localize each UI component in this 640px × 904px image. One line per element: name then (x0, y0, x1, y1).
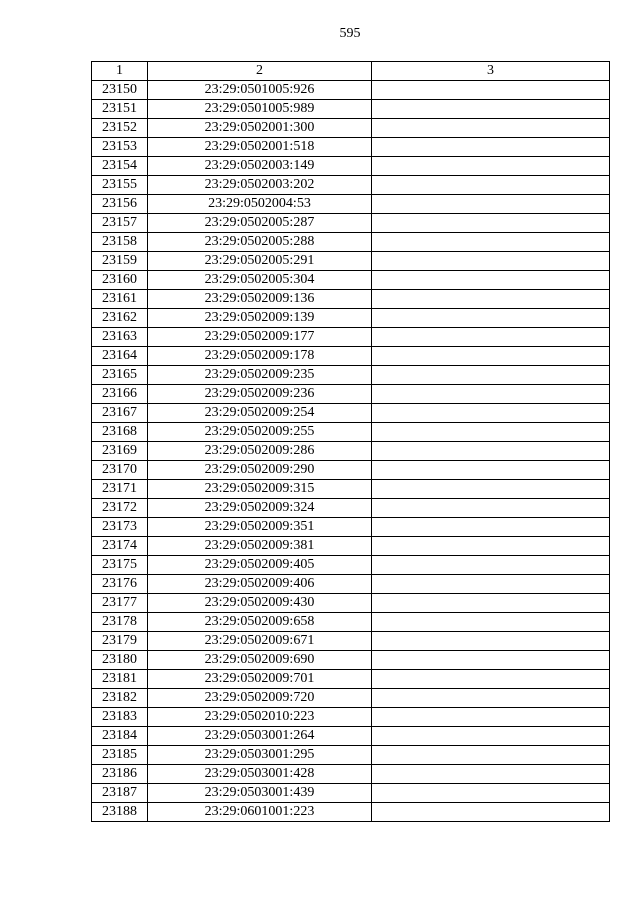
note-cell (372, 176, 610, 195)
note-cell (372, 271, 610, 290)
cadastral-number-cell: 23:29:0502005:287 (148, 214, 372, 233)
note-cell (372, 385, 610, 404)
table-row (92, 689, 610, 708)
cadastral-number-cell: 23:29:0502004:53 (148, 195, 372, 214)
note-cell (372, 727, 610, 746)
row-number-cell: 23163 (92, 328, 148, 347)
table-row (92, 214, 610, 233)
note-cell (372, 81, 610, 100)
note-cell (372, 651, 610, 670)
table-row (92, 195, 610, 214)
row-number-cell: 23185 (92, 746, 148, 765)
table-row (92, 404, 610, 423)
table-row (92, 423, 610, 442)
table-row (92, 727, 610, 746)
note-cell (372, 556, 610, 575)
cadastral-number-cell: 23:29:0502009:406 (148, 575, 372, 594)
table-row (92, 157, 610, 176)
cadastral-number-cell: 23:29:0502009:136 (148, 290, 372, 309)
table-row (92, 765, 610, 784)
row-number-cell: 23156 (92, 195, 148, 214)
table-row (92, 594, 610, 613)
row-number-cell: 23174 (92, 537, 148, 556)
row-number-cell: 23177 (92, 594, 148, 613)
cadastral-number-cell: 23:29:0503001:264 (148, 727, 372, 746)
cadastral-number-cell: 23:29:0502003:149 (148, 157, 372, 176)
table-row (92, 518, 610, 537)
cadastral-number-cell: 23:29:0502005:291 (148, 252, 372, 271)
cadastral-number-cell: 23:29:0601001:223 (148, 803, 372, 822)
note-cell (372, 328, 610, 347)
row-number-cell: 23170 (92, 461, 148, 480)
row-number-cell: 23179 (92, 632, 148, 651)
page-number: 595 (339, 26, 361, 41)
cadastral-number-cell: 23:29:0502009:351 (148, 518, 372, 537)
row-number-cell: 23188 (92, 803, 148, 822)
note-cell (372, 765, 610, 784)
table-row (92, 499, 610, 518)
cadastral-number-cell: 23:29:0502009:255 (148, 423, 372, 442)
cadastral-number-cell: 23:29:0502009:139 (148, 309, 372, 328)
row-number-cell: 23161 (92, 290, 148, 309)
cadastral-number-cell: 23:29:0502009:658 (148, 613, 372, 632)
column-header-2: 2 (148, 62, 372, 81)
table-row (92, 461, 610, 480)
row-number-cell: 23151 (92, 100, 148, 119)
table-row (92, 81, 610, 100)
row-number-cell: 23155 (92, 176, 148, 195)
row-number-cell: 23165 (92, 366, 148, 385)
table-row (92, 252, 610, 271)
note-cell (372, 632, 610, 651)
cadastral-number-cell: 23:29:0502009:177 (148, 328, 372, 347)
row-number-cell: 23175 (92, 556, 148, 575)
note-cell (372, 100, 610, 119)
table-row (92, 480, 610, 499)
table-row (92, 290, 610, 309)
table-row (92, 575, 610, 594)
table-body (92, 81, 610, 822)
column-header-1: 1 (92, 62, 148, 81)
cadastral-number-cell: 23:29:0501005:926 (148, 81, 372, 100)
table-row (92, 746, 610, 765)
note-cell (372, 119, 610, 138)
table-row (92, 366, 610, 385)
row-number-cell: 23168 (92, 423, 148, 442)
note-cell (372, 499, 610, 518)
note-cell (372, 575, 610, 594)
note-cell (372, 461, 610, 480)
header-row (92, 62, 610, 81)
note-cell (372, 689, 610, 708)
table-row (92, 385, 610, 404)
row-number-cell: 23183 (92, 708, 148, 727)
row-number-cell: 23160 (92, 271, 148, 290)
cadastral-number-cell: 23:29:0503001:428 (148, 765, 372, 784)
note-cell (372, 138, 610, 157)
table-row (92, 328, 610, 347)
row-number-cell: 23181 (92, 670, 148, 689)
table-row (92, 784, 610, 803)
cadastral-number-cell: 23:29:0502009:720 (148, 689, 372, 708)
cadastral-number-cell: 23:29:0502009:381 (148, 537, 372, 556)
cadastral-number-cell: 23:29:0502009:236 (148, 385, 372, 404)
row-number-cell: 23180 (92, 651, 148, 670)
column-header-3: 3 (372, 62, 610, 81)
cadastral-number-cell: 23:29:0503001:439 (148, 784, 372, 803)
table-row (92, 176, 610, 195)
cadastral-number-cell: 23:29:0502009:235 (148, 366, 372, 385)
table-row (92, 803, 610, 822)
cadastral-number-cell: 23:29:0502009:671 (148, 632, 372, 651)
row-number-cell: 23184 (92, 727, 148, 746)
note-cell (372, 784, 610, 803)
row-number-cell: 23187 (92, 784, 148, 803)
row-number-cell: 23154 (92, 157, 148, 176)
note-cell (372, 195, 610, 214)
cadastral-number-cell: 23:29:0502009:701 (148, 670, 372, 689)
cadastral-number-cell: 23:29:0502009:254 (148, 404, 372, 423)
table-row (92, 347, 610, 366)
data-table (91, 61, 610, 822)
row-number-cell: 23182 (92, 689, 148, 708)
cadastral-number-cell: 23:29:0502001:518 (148, 138, 372, 157)
note-cell (372, 366, 610, 385)
note-cell (372, 423, 610, 442)
note-cell (372, 518, 610, 537)
table-row (92, 309, 610, 328)
table-row (92, 708, 610, 727)
row-number-cell: 23157 (92, 214, 148, 233)
cadastral-number-cell: 23:29:0502005:304 (148, 271, 372, 290)
cadastral-number-cell: 23:29:0502009:690 (148, 651, 372, 670)
cadastral-number-cell: 23:29:0502009:286 (148, 442, 372, 461)
note-cell (372, 670, 610, 689)
cadastral-number-cell: 23:29:0501005:989 (148, 100, 372, 119)
cadastral-number-cell: 23:29:0502009:315 (148, 480, 372, 499)
table-row (92, 100, 610, 119)
cadastral-number-cell: 23:29:0502003:202 (148, 176, 372, 195)
note-cell (372, 157, 610, 176)
cadastral-number-cell: 23:29:0502010:223 (148, 708, 372, 727)
cadastral-number-cell: 23:29:0502009:324 (148, 499, 372, 518)
note-cell (372, 309, 610, 328)
table-row (92, 119, 610, 138)
row-number-cell: 23164 (92, 347, 148, 366)
row-number-cell: 23159 (92, 252, 148, 271)
table-row (92, 556, 610, 575)
row-number-cell: 23176 (92, 575, 148, 594)
note-cell (372, 252, 610, 271)
note-cell (372, 746, 610, 765)
cadastral-number-cell: 23:29:0502009:405 (148, 556, 372, 575)
row-number-cell: 23186 (92, 765, 148, 784)
table-row (92, 537, 610, 556)
cadastral-number-cell: 23:29:0502009:290 (148, 461, 372, 480)
row-number-cell: 23162 (92, 309, 148, 328)
row-number-cell: 23153 (92, 138, 148, 157)
row-number-cell: 23167 (92, 404, 148, 423)
cadastral-number-cell: 23:29:0502005:288 (148, 233, 372, 252)
row-number-cell: 23166 (92, 385, 148, 404)
note-cell (372, 480, 610, 499)
note-cell (372, 537, 610, 556)
note-cell (372, 708, 610, 727)
table-row (92, 632, 610, 651)
note-cell (372, 233, 610, 252)
row-number-cell: 23152 (92, 119, 148, 138)
row-number-cell: 23171 (92, 480, 148, 499)
note-cell (372, 214, 610, 233)
note-cell (372, 347, 610, 366)
row-number-cell: 23172 (92, 499, 148, 518)
row-number-cell: 23173 (92, 518, 148, 537)
row-number-cell: 23150 (92, 81, 148, 100)
note-cell (372, 404, 610, 423)
cadastral-number-cell: 23:29:0502001:300 (148, 119, 372, 138)
note-cell (372, 442, 610, 461)
row-number-cell: 23169 (92, 442, 148, 461)
table-row (92, 651, 610, 670)
note-cell (372, 594, 610, 613)
table-row (92, 233, 610, 252)
table-row (92, 271, 610, 290)
note-cell (372, 290, 610, 309)
table-row (92, 613, 610, 632)
cadastral-number-cell: 23:29:0502009:178 (148, 347, 372, 366)
note-cell (372, 803, 610, 822)
cadastral-number-cell: 23:29:0502009:430 (148, 594, 372, 613)
table-row (92, 442, 610, 461)
note-cell (372, 613, 610, 632)
row-number-cell: 23178 (92, 613, 148, 632)
table-row (92, 138, 610, 157)
cadastral-number-cell: 23:29:0503001:295 (148, 746, 372, 765)
table-row (92, 670, 610, 689)
row-number-cell: 23158 (92, 233, 148, 252)
